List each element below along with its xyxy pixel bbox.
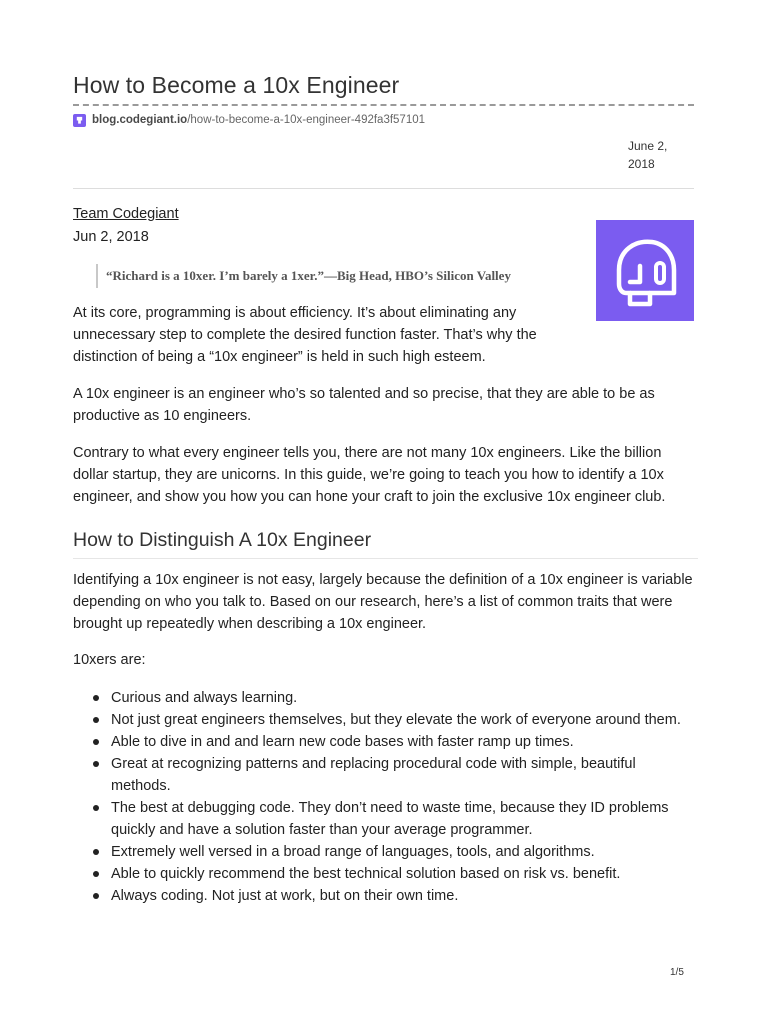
body-paragraph: A 10x engineer is an engineer who’s so talented and so precise, that they are able to be as productive as 10 engineers.	[73, 386, 655, 424]
list-item	[73, 841, 698, 863]
body-paragraph: Identifying a 10x engineer is not easy, largely because the definition of a 10x engineer is variable depending on who you talk to. Based on our research, here’s a list of common traits that were brought up repeatedly when describing a 10x engineer.	[73, 572, 693, 632]
article-title: How to Become a 10x Engineer	[73, 72, 400, 98]
bullet-icon	[93, 739, 99, 745]
list-item-text: Able to dive in and and learn new code bases with faster ramp up times.	[111, 734, 574, 750]
body-paragraph: 10xers are:	[73, 652, 146, 668]
source-path[interactable]: /how-to-become-a-10x-engineer-492fa3f57101	[187, 114, 426, 126]
list-item	[73, 753, 698, 797]
bullet-icon	[93, 893, 99, 899]
traits-list	[73, 687, 698, 907]
list-item	[73, 687, 698, 709]
author-link[interactable]: Team Codegiant	[73, 206, 179, 222]
body-paragraph: Contrary to what every engineer tells you, there are not many 10x engineers. Like the billion dollar startup, they are unicorns. In this guide, we’re going to teach you how to identify a 10x engineer, and show you how you can hone your craft to join the exclusive 10x engineer club.	[73, 445, 666, 505]
publish-date	[628, 137, 667, 173]
source-url[interactable]	[73, 112, 425, 128]
section-heading: How to Distinguish A 10x Engineer	[73, 529, 698, 559]
list-item	[73, 885, 698, 907]
list-item-text: Always coding. Not just at work, but on their own time.	[111, 888, 459, 904]
bullet-icon	[93, 695, 99, 701]
list-item	[73, 731, 698, 753]
list-item	[73, 709, 698, 731]
bullet-icon	[93, 871, 99, 877]
list-item-text: Extremely well versed in a broad range of languages, tools, and algorithms.	[111, 844, 595, 860]
codegiant-favicon-icon	[73, 114, 86, 127]
title-divider	[73, 104, 694, 106]
author-date: Jun 2, 2018	[73, 229, 149, 245]
list-item-text: The best at debugging code. They don’t need to waste time, because they ID problems quickly and have a solution faster than your average programmer.	[111, 800, 669, 838]
page-number: 1/5	[670, 967, 684, 978]
body-paragraph: At its core, programming is about efficiency. It’s about eliminating any unnecessary step to complete the desired function faster. That’s why the distinction of being a “10x engineer” is held in such high esteem.	[73, 305, 537, 365]
bullet-icon	[93, 805, 99, 811]
list-item-text: Great at recognizing patterns and replacing procedural code with simple, beautiful methods.	[111, 756, 636, 794]
list-item-text: Curious and always learning.	[111, 690, 298, 706]
article-body	[73, 302, 698, 907]
header-divider	[73, 188, 694, 189]
list-item	[73, 797, 698, 841]
pull-quote: “Richard is a 10xer. I’m barely a 1xer.”—Big Head, HBO’s Silicon Valley	[96, 264, 511, 288]
publish-date-line: June 2,	[628, 139, 668, 153]
list-item	[73, 863, 698, 885]
publish-date-line: 2018	[628, 157, 655, 171]
list-item-text: Able to quickly recommend the best technical solution based on risk vs. benefit.	[111, 866, 621, 882]
bullet-icon	[93, 849, 99, 855]
bullet-icon	[93, 717, 99, 723]
bullet-icon	[93, 761, 99, 767]
list-item-text: Not just great engineers themselves, but they elevate the work of everyone around them.	[111, 712, 681, 728]
source-domain[interactable]: blog.codegiant.io	[92, 114, 188, 126]
